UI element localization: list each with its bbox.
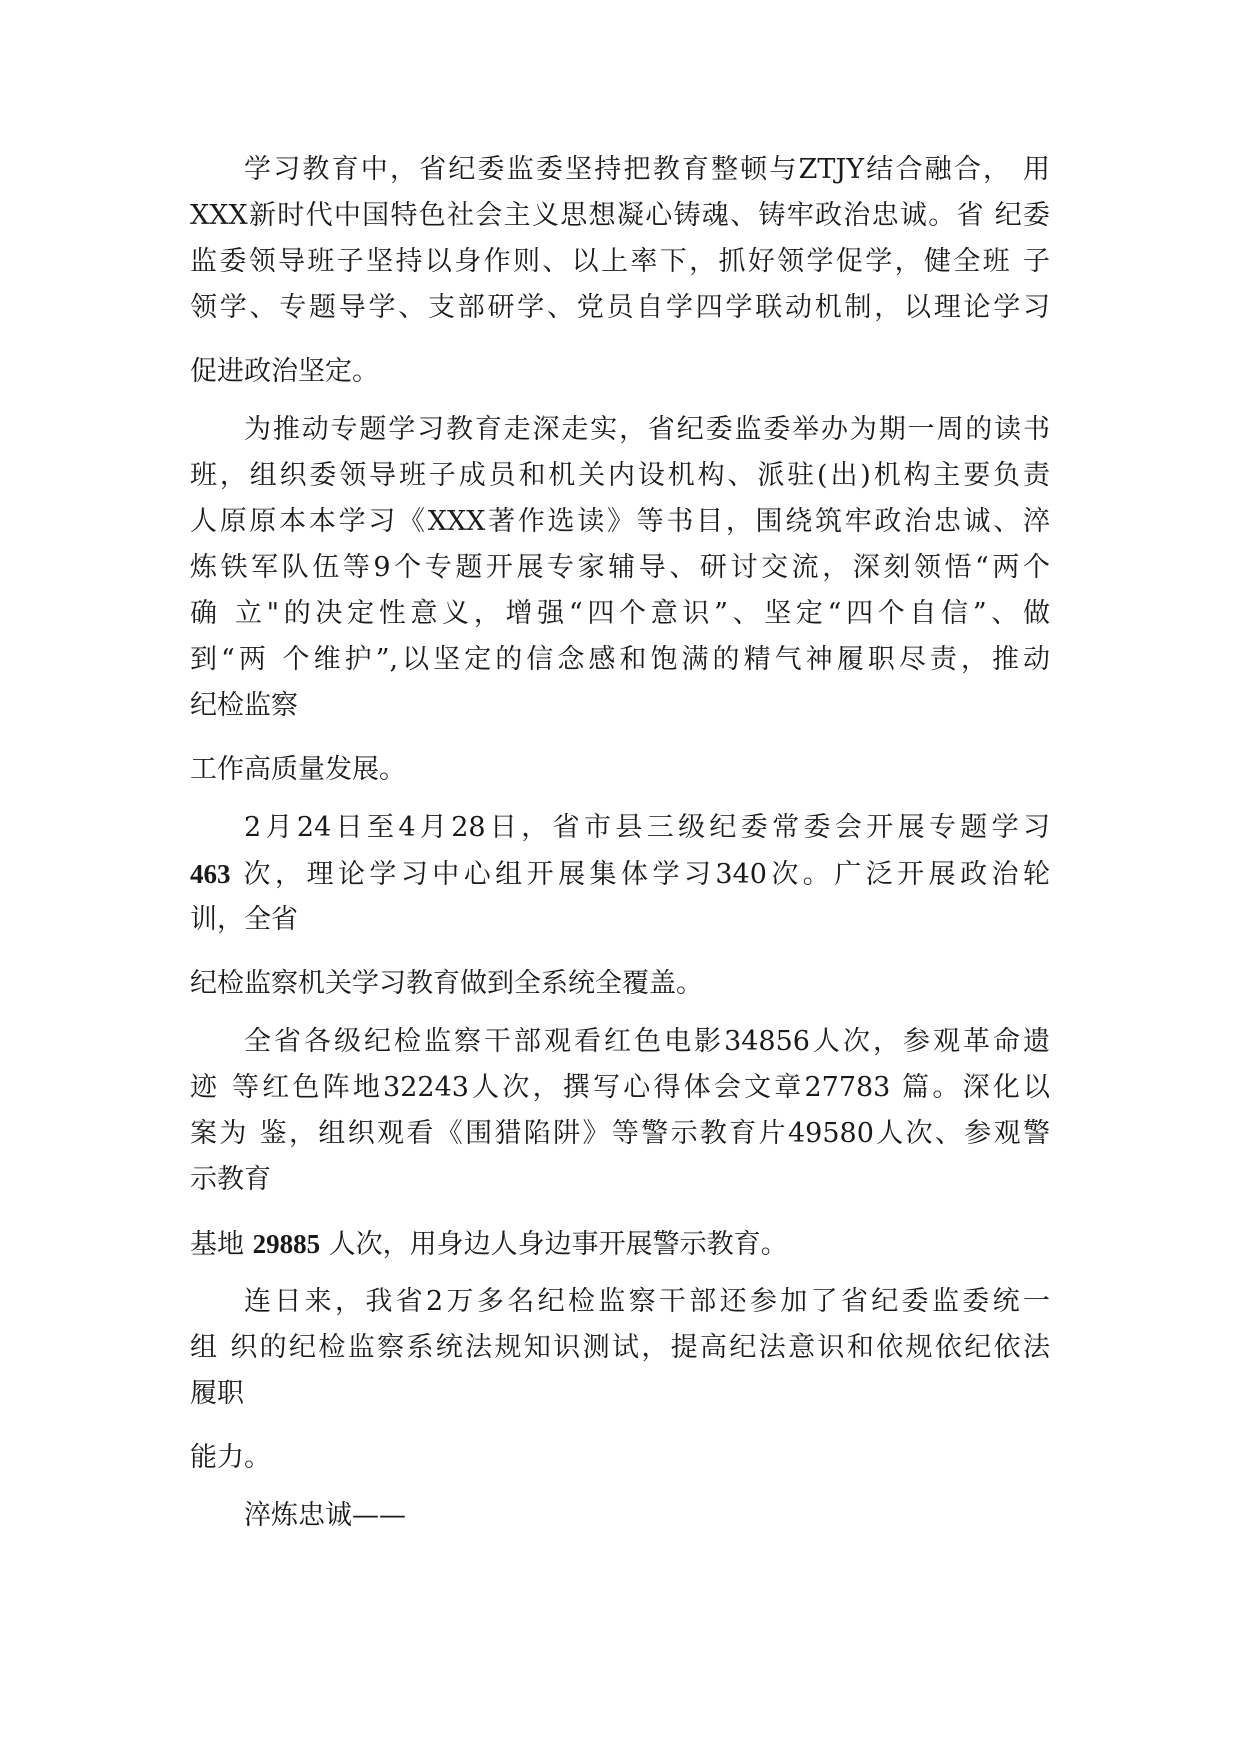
paragraph-4-line-2: 迹 等红色阵地32243人次，撰写心得体会文章27783 篇。深化以: [190, 1072, 1050, 1103]
paragraph-2-line-6: 到“两 个维护”,以坚定的信念感和饱满的精气神履职尽责，推动: [190, 644, 1050, 675]
paragraph-2-line-4: 炼铁军队伍等9个专题开展专家辅导、研讨交流，深刻领悟“两个: [190, 552, 1050, 583]
paragraph-4-line-5: [190, 1226, 788, 1262]
paragraph-5-line-2: 组 织的纪检监察系统法规知识测试，提高纪法意识和依规依纪依法: [190, 1332, 1050, 1363]
paragraph-3-line-1: 2月24日至4月28日，省市县三级纪委常委会开展专题学习: [244, 812, 1050, 843]
paragraph-3-line-2-text: 次，理论学习中心组开展集体学习340次。广泛开展政治轮: [243, 859, 1050, 890]
paragraph-1-line-5: 促进政治坚定。: [190, 356, 379, 387]
paragraph-3-line-4: 纪检监察机关学习教育做到全系统全覆盖。: [190, 968, 703, 999]
paragraph-4-line-5-prefix: 基地: [190, 1229, 244, 1260]
paragraph-2-line-7: 纪检监察: [190, 690, 298, 721]
study-count-bold: 463: [190, 859, 231, 889]
paragraph-1-line-3: 监委领导班子坚持以身作则、以上率下，抓好领学促学，健全班 子: [190, 246, 1050, 277]
paragraph-5-line-3: 履职: [190, 1378, 244, 1409]
paragraph-2-line-2: 班，组织委领导班子成员和机关内设机构、派驻(出)机构主要负责: [190, 460, 1050, 491]
paragraph-4-line-5-text: 人次，用身边人身边事开展警示教育。: [328, 1229, 788, 1260]
paragraph-1-line-4: 领学、专题导学、支部研学、党员自学四学联动机制，以理论学习: [190, 292, 1050, 323]
paragraph-4-line-1: 全省各级纪检监察干部观看红色电影34856人次，参观革命遗: [244, 1026, 1050, 1057]
paragraph-1-line-1: 学习教育中，省纪委监委坚持把教育整顿与ZTJY结合融合， 用: [244, 154, 1050, 185]
section-heading: 淬炼忠诚——: [244, 1500, 406, 1531]
paragraph-5-line-4: 能力。: [190, 1442, 271, 1473]
paragraph-4-line-3: 案为 鉴，组织观看《围猎陷阱》等警示教育片49580人次、参观警: [190, 1118, 1050, 1149]
paragraph-3-line-3: 训，全省: [190, 904, 298, 935]
paragraph-4-line-4: 示教育: [190, 1164, 271, 1195]
paragraph-2-line-3: 人原原本本学习《XXX著作选读》等书目，围绕筑牢政治忠诚、淬: [190, 506, 1050, 537]
paragraph-5-line-1: 连日来，我省2万多名纪检监察干部还参加了省纪委监委统一: [244, 1286, 1050, 1317]
paragraph-1-line-2: XXX新时代中国特色社会主义思想凝心铸魂、铸牢政治忠诚。省 纪委: [190, 200, 1050, 231]
paragraph-3-line-2: [190, 856, 1050, 892]
paragraph-2-line-1: 为推动专题学习教育走深走实，省纪委监委举办为期一周的读书: [244, 414, 1050, 445]
visit-count-bold: 29885: [252, 1229, 321, 1259]
paragraph-2-line-5: 确 立"的决定性意义，增强“四个意识”、坚定“四个自信”、做: [190, 598, 1050, 629]
paragraph-2-line-8: 工作高质量发展。: [190, 754, 406, 785]
